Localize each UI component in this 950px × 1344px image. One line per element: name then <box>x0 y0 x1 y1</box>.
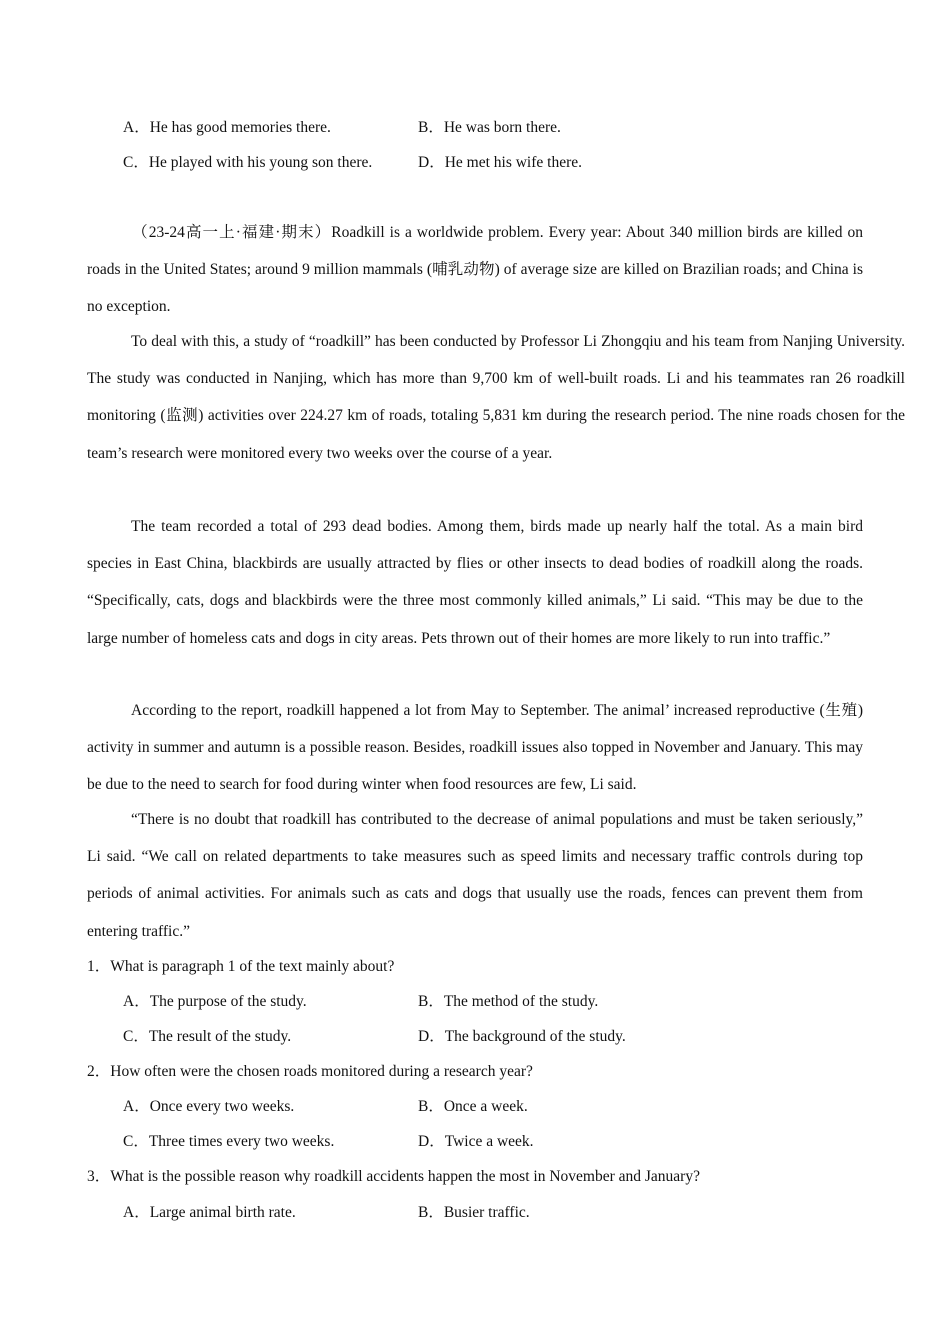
question-3-options-row-1 <box>123 1202 903 1224</box>
prev-option-d: D．He met his wife there. <box>418 154 582 171</box>
passage-paragraph-4 <box>87 692 863 804</box>
question-3-option-b: B．Busier traffic. <box>418 1204 530 1221</box>
question-1-options-row-2 <box>123 1026 903 1048</box>
paragraph-4-text: According to the report, roadkill happened a lot from May to September. The animal’ increased reproductive (生殖) activity in summer and autumn is a possible reason. Besides, roadkill issues also topped in November and January. This may be due to the need to search for food during winter when food resources are few, Li said. <box>87 702 863 794</box>
passage-paragraph-5 <box>87 801 863 950</box>
passage-paragraph-2 <box>87 323 905 472</box>
paragraph-5-text: “There is no doubt that roadkill has contributed to the decrease of animal populations and must be taken seriously,” Li said. “We call on related departments to take measures such as speed limits and necessary traffic controls during top periods of animal activities. For animals such as cats and dogs that usually use the roads, fences can prevent them from entering traffic.” <box>87 811 863 940</box>
prev-options-row-2 <box>123 152 903 174</box>
paragraph-1-text: （23-24高一上·福建·期末）Roadkill is a worldwide problem. Every year: About 340 million birds are killed on roads in the United States; around 9 million mammals (哺乳动物) of average size are killed on Brazilian roads; and China is no exception. <box>87 224 863 316</box>
question-1-option-d: D．The background of the study. <box>418 1028 626 1045</box>
question-1-option-b: B．The method of the study. <box>418 993 599 1010</box>
question-2-options-row-1 <box>123 1096 903 1118</box>
paragraph-3-text: The team recorded a total of 293 dead bodies. Among them, birds made up nearly half the total. As a main bird species in East China, blackbirds are usually attracted by flies or other insects to dead bodies of roadkill along the roads. “Specifically, cats, dogs and blackbirds were the three most commonly killed animals,” Li said. “This may be due to the large number of homeless cats and dogs in city areas. Pets thrown out of their homes are more likely to run into traffic.” <box>87 518 863 647</box>
question-2-options-row-2 <box>123 1131 903 1153</box>
question-1-option-c: C．The result of the study. <box>123 1028 292 1045</box>
question-2-option-b: B．Once a week. <box>418 1098 528 1115</box>
passage-paragraph-1 <box>87 214 863 326</box>
passage-paragraph-3 <box>87 508 863 657</box>
prev-option-a: A．He has good memories there. <box>123 119 331 136</box>
prev-option-b: B．He was born there. <box>418 119 561 136</box>
question-1-options-row-1 <box>123 991 903 1013</box>
question-1-option-a: A．The purpose of the study. <box>123 993 307 1010</box>
question-3-option-a: A．Large animal birth rate. <box>123 1204 296 1221</box>
question-2-option-a: A．Once every two weeks. <box>123 1098 295 1115</box>
paragraph-2-text: To deal with this, a study of “roadkill” has been conducted by Professor Li Zhongqiu and his team from Nanjing University. The study was conducted in Nanjing, which has more than 9,700 km of well-built roads. Li and his teammates ran 26 roadkill monitoring (监测) activities over 224.27 km of roads, totaling 5,831 km during the research period. The nine roads chosen for the team’s research were monitored every two weeks over the course of a year. <box>87 333 905 462</box>
question-1-stem: 1．What is paragraph 1 of the text mainly about? <box>87 958 395 975</box>
prev-options-row-1 <box>123 117 903 139</box>
prev-option-c: C．He played with his young son there. <box>123 154 373 171</box>
question-3-stem: 3．What is the possible reason why roadkill accidents happen the most in November and January? <box>87 1168 700 1185</box>
question-2-option-d: D．Twice a week. <box>418 1133 534 1150</box>
question-2-stem: 2．How often were the chosen roads monitored during a research year? <box>87 1063 533 1080</box>
question-2-option-c: C．Three times every two weeks. <box>123 1133 335 1150</box>
